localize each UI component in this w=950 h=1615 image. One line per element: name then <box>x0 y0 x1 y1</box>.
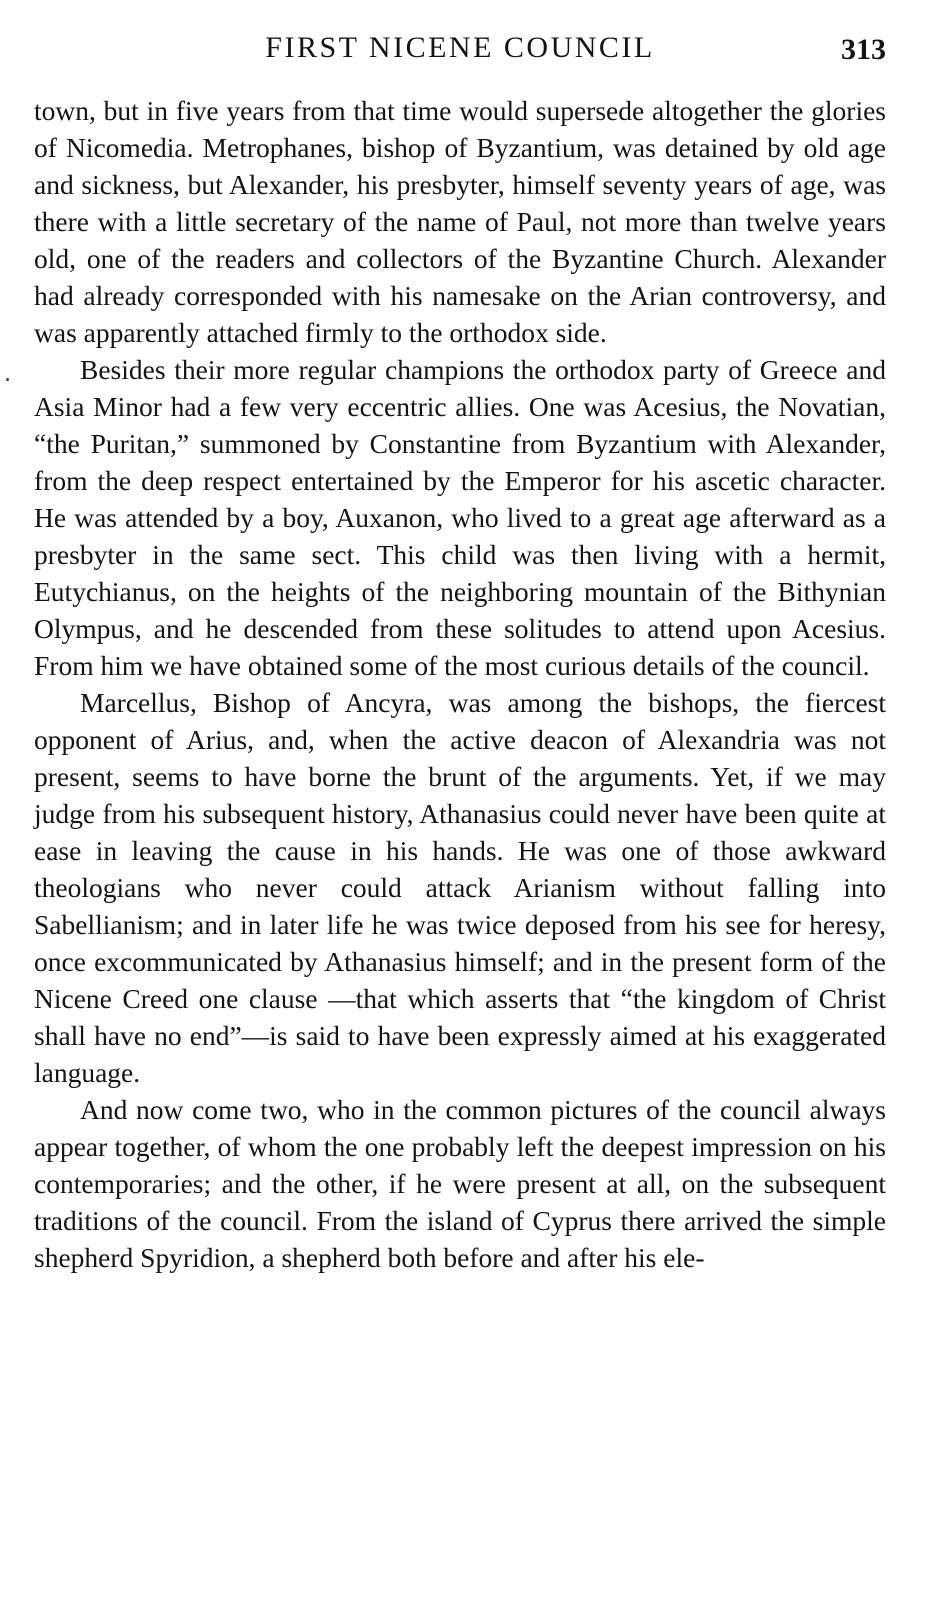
running-head <box>34 28 886 68</box>
margin-speck <box>6 378 9 381</box>
running-title: FIRST NICENE COUNCIL <box>265 31 655 64</box>
page-number: 313 <box>841 33 886 66</box>
paragraph-2: Besides their more regular champions the orthodox party of Greece and Asia Minor had a few very eccentric allies. One was Acesius, the Novatian, “the Puritan,” summoned by Constantine from Byzantium with Alexander, from the deep respect entertained by the Emperor for his ascetic character. He was attended by a boy, Auxanon, who lived to a great age afterward as a presbyter in the same sect. This child was then living with a hermit, Eutychianus, on the heights of the neighboring mountain of the Bithynian Olympus, and he descended from these solitudes to attend upon Acesius. From him we have obtained some of the most curious details of the council. <box>34 354 886 681</box>
paragraph-4: And now come two, who in the common pictures of the council always appear together, of whom the one probably left the deepest impression on his contemporaries; and the other, if he were present at all, on the subsequent traditions of the council. From the island of Cyprus there arrived the simple shepherd Spyridion, a shepherd both before and after his ele- <box>34 1094 886 1273</box>
paragraph-3: Marcellus, Bishop of Ancyra, was among the bishops, the fiercest opponent of Arius, and, when the active deacon of Alexandria was not present, seems to have borne the brunt of the arguments. Yet, if we may judge from his subsequent history, Athanasius could never have been quite at ease in leaving the cause in his hands. He was one of those awkward theologians who never could attack Arianism without falling into Sabellianism; and in later life he was twice deposed from his see for heresy, once excommunicated by Athanasius himself; and in the present form of the Nicene Creed one clause —that which asserts that “the kingdom of Christ shall have no end”—is said to have been expressly aimed at his exaggerated language. <box>34 687 886 1088</box>
paragraph-1: town, but in five years from that time would supersede altogether the glories of Nicomedia. Metrophanes, bishop of Byzantium, was detained by old age and sickness, but Alexander, his presbyter, himself seventy years of age, was there with a little secretary of the name of Paul, not more than twelve years old, one of the readers and collectors of the Byzantine Church. Alexander had already corresponded with his namesake on the Arian controversy, and was apparently attached firmly to the orthodox side. <box>34 95 886 348</box>
body-text <box>34 92 886 1276</box>
